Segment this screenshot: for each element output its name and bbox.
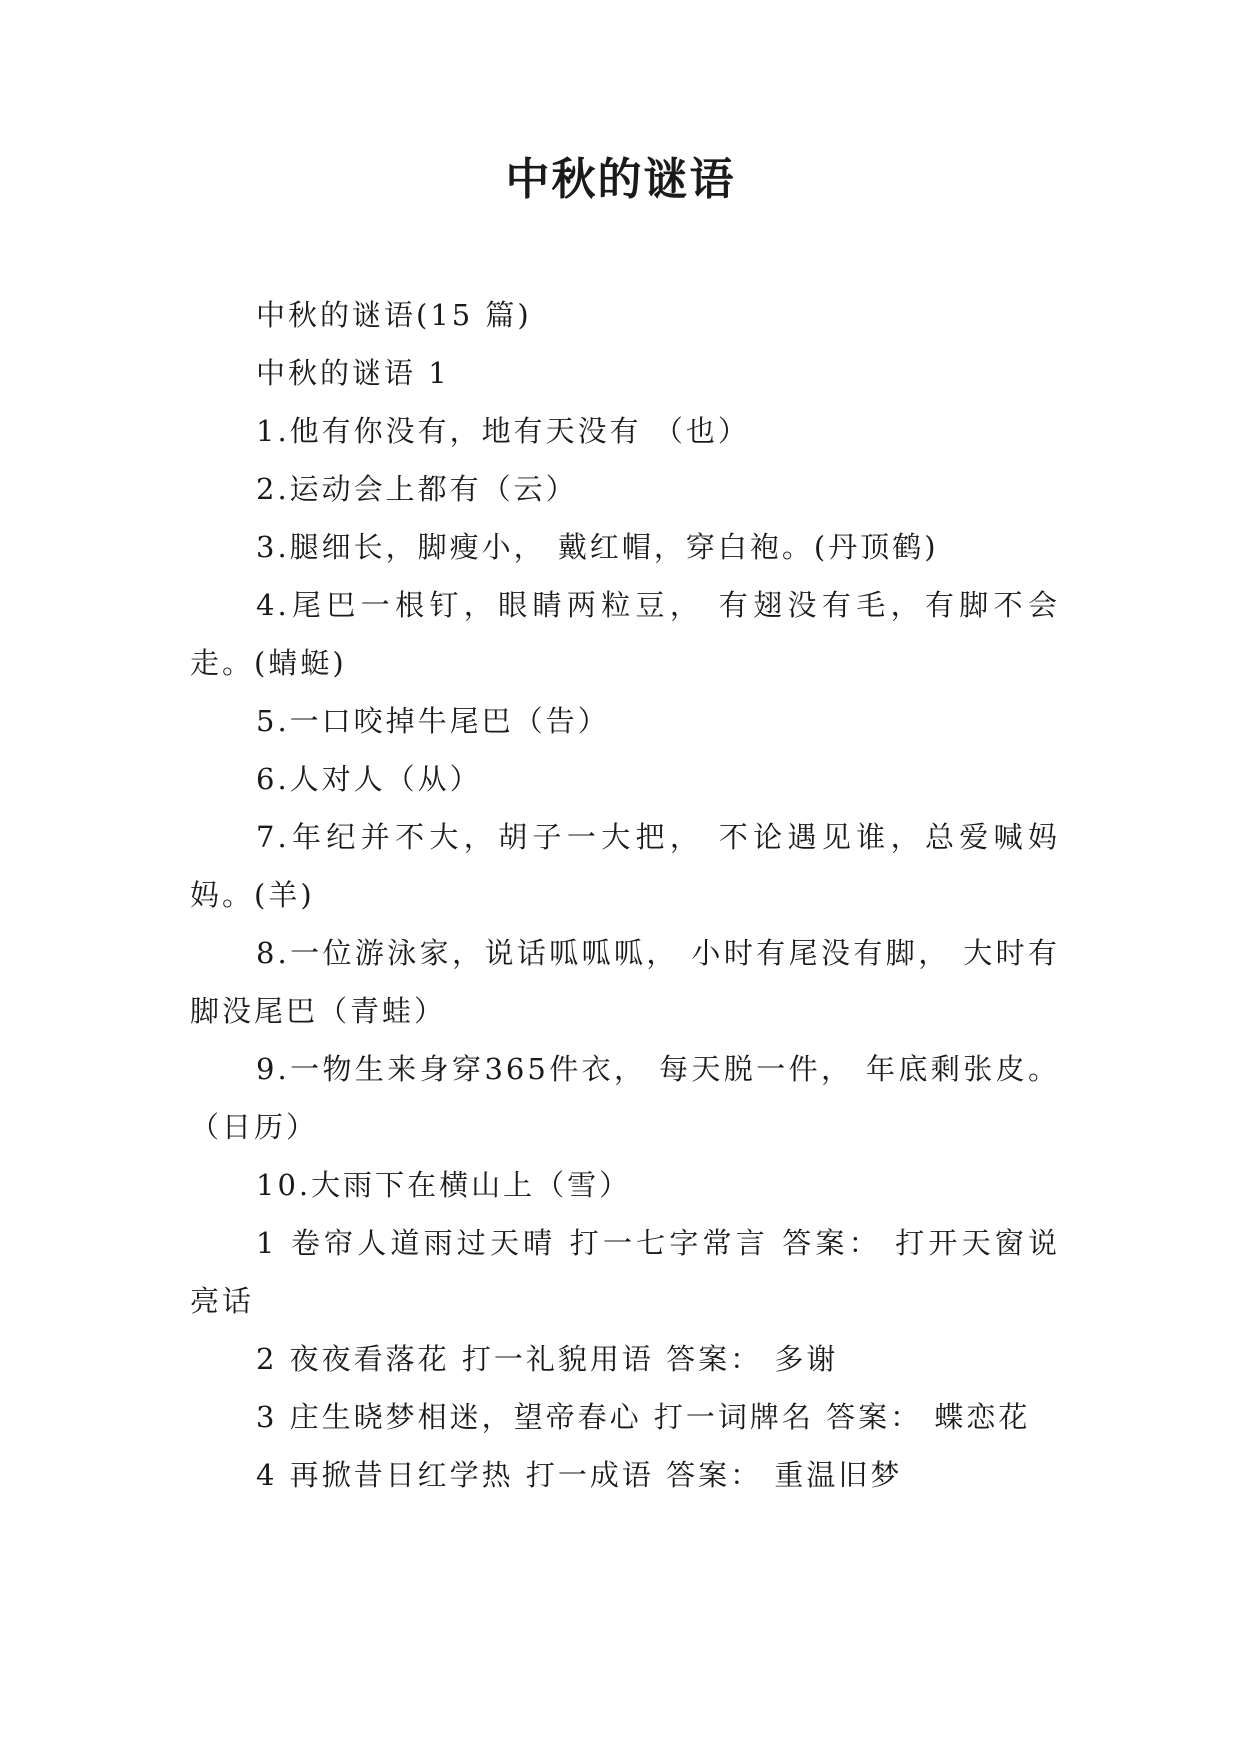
riddle-item: 8.一位游泳家，说话呱呱呱， 小时有尾没有脚， 大时有脚没尾巴（青蛙）: [190, 936, 1060, 1028]
riddle-item: 6.人对人（从）: [256, 762, 482, 796]
riddle-item: 4.尾巴一根钉，眼睛两粒豆， 有翅没有毛，有脚不会走。(蜻蜓): [190, 588, 1060, 680]
riddle-item: 2.运动会上都有（云）: [256, 472, 578, 506]
riddle-item: 3 庄生晓梦相迷，望帝春心 打一词牌名 答案： 蝶恋花: [256, 1400, 1031, 1434]
riddle-item: 4 再掀昔日红学热 打一成语 答案： 重温旧梦: [256, 1458, 903, 1492]
document-title: 中秋的谜语: [505, 154, 736, 205]
riddle-item: 3.腿细长，脚瘦小， 戴红帽，穿白袍。(丹顶鹤): [256, 530, 939, 564]
document-body: [190, 286, 1060, 1504]
riddle-item: 5.一口咬掉牛尾巴（告）: [256, 704, 610, 738]
riddle-item: 9.一物生来身穿365件衣， 每天脱一件， 年底剩张皮。（日历）: [190, 1052, 1060, 1144]
riddle-item: 7.年纪并不大，胡子一大把， 不论遇见谁，总爱喊妈妈。(羊): [190, 820, 1060, 912]
riddle-item: 2 夜夜看落花 打一礼貌用语 答案： 多谢: [256, 1342, 839, 1376]
riddle-item: 1.他有你没有，地有天没有 （也）: [256, 414, 750, 448]
paragraph-heading: 中秋的谜语(15 篇): [256, 298, 532, 332]
riddle-item: 10.大雨下在横山上（雪）: [256, 1168, 632, 1202]
riddle-item: 1 卷帘人道雨过天晴 打一七字常言 答案： 打开天窗说亮话: [190, 1226, 1060, 1318]
paragraph-section-title: 中秋的谜语 1: [256, 356, 450, 390]
